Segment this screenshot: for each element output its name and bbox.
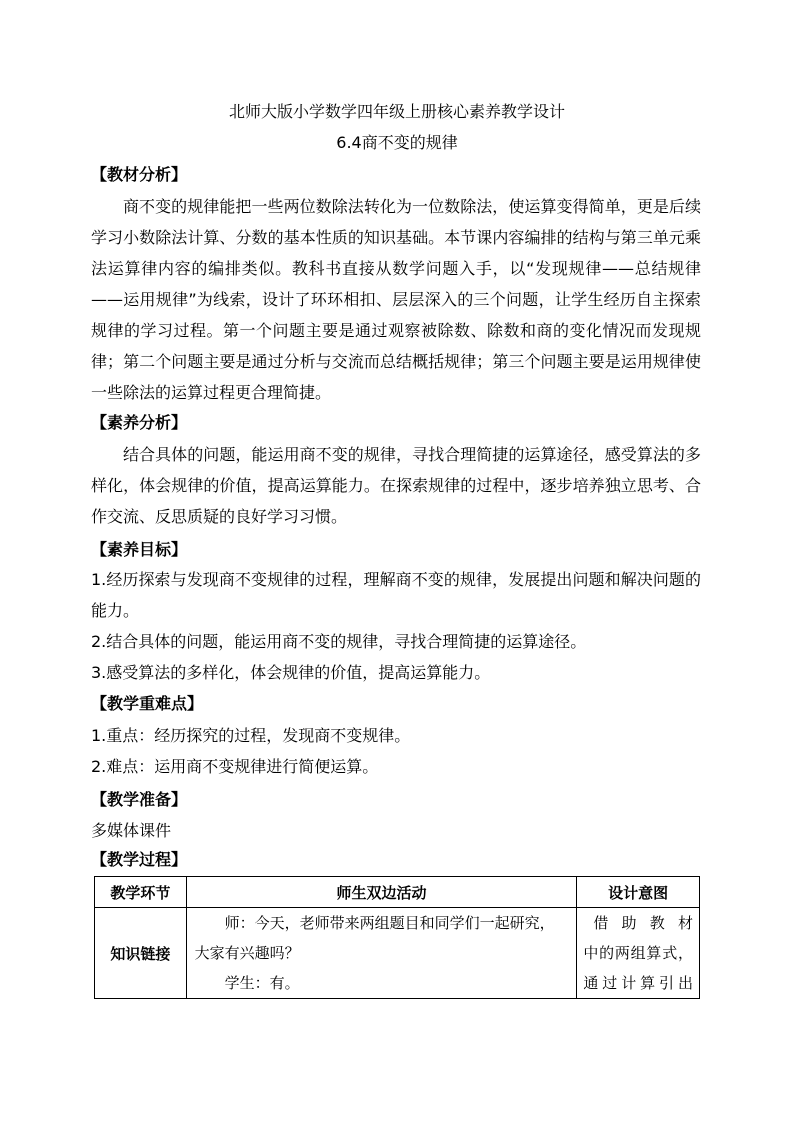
column-header-intent: 设计意图: [577, 877, 700, 908]
section-heading-goals: 【素养目标】: [91, 540, 188, 559]
table-header-row: [95, 877, 700, 908]
textbook-analysis-text: 商不变的规律能把一些两位数除法转化为一位数除法，使运算变得简单，更是后续学习小数除法计算、分数的基本性质的知识基础。本节课内容编排的结构与第三单元乘法运算律内容的编排类似。教科书直接从数学问题入手，以“发现规律——总结规律——运用规律”为线索，设计了环环相扣、层层深入的三个问题，让学生经历自主探索规律的学习过程。第一个问题主要是通过观察被除数、除数和商的变化情况而发现规律；第二个问题主要是通过分析与交流而总结概括规律；第三个问题主要是运用规律使一些除法的运算过程更合理简捷。: [91, 197, 701, 402]
section-body-textbook: [91, 191, 701, 408]
intent-cell: [577, 908, 700, 999]
intent-line: 通过计算引出: [583, 974, 693, 992]
preparation-text: 多媒体课件: [91, 821, 172, 840]
section-heading-key-points: 【教学重难点】: [91, 694, 204, 713]
activity-text: 学生：有。: [224, 974, 300, 992]
activity-text: 师：今天，老师带来两组题目和同学们一起研究，大家有兴趣吗？: [194, 914, 555, 962]
teaching-process-table: [94, 876, 700, 999]
goal-item: 3.感受算法的多样化，体会规律的价值，提高运算能力。: [91, 663, 491, 682]
intent-line: 借助教材: [593, 914, 693, 932]
section-heading-textbook: 【教材分析】: [91, 165, 188, 184]
column-header-stage: 教学环节: [95, 877, 187, 908]
stage-cell: 知识链接: [95, 908, 187, 999]
key-point-item: 1.重点：经历探究的过程，发现商不变规律。: [91, 726, 411, 745]
table-row: [95, 908, 700, 999]
section-heading-literacy: 【素养分析】: [91, 413, 188, 432]
document-title: 北师大版小学数学四年级上册核心素养教学设计: [228, 102, 565, 121]
section-heading-process: 【教学过程】: [91, 850, 188, 869]
lesson-title: 6.4商不变的规律: [336, 133, 458, 152]
goal-item: 2.结合具体的问题，能运用商不变的规律，寻找合理简捷的运算途径。: [91, 632, 587, 651]
column-header-activity: 师生双边活动: [186, 877, 577, 908]
intent-line: 中的两组算式，: [583, 944, 693, 962]
goals-list: [91, 564, 701, 688]
section-body-preparation: [91, 815, 701, 846]
activity-cell: [186, 908, 577, 999]
key-point-item: 2.难点：运用商不变规律进行简便运算。: [91, 757, 379, 776]
section-heading-preparation: 【教学准备】: [91, 790, 188, 809]
literacy-analysis-text: 结合具体的问题，能运用商不变的规律，寻找合理简捷的运算途径，感受算法的多样化，体会规律的价值，提高运算能力。在探索规律的过程中，逐步培养独立思考、合作交流、反思质疑的良好学习习惯。: [91, 445, 701, 526]
goal-item: 1.经历探索与发现商不变规律的过程，理解商不变的规律，发展提出问题和解决问题的能力。: [91, 570, 701, 620]
section-body-literacy: [91, 439, 701, 532]
key-points-list: [91, 720, 701, 782]
